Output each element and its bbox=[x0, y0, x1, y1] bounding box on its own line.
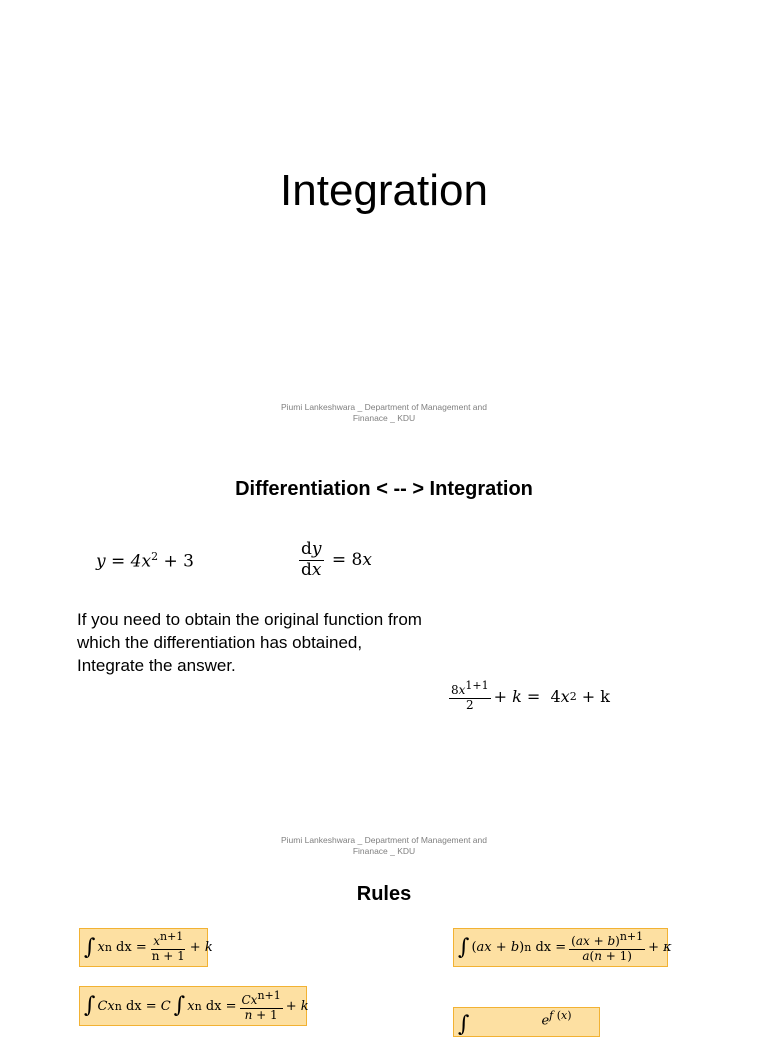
equation-integral-result: $\frac{8x^{1+1}}{2}$ + k = 4 x 2 + k bbox=[451, 679, 610, 712]
slide-footer bbox=[0, 835, 768, 857]
rule-linear-power: ∫ ( ax + b ) n dx = $\frac{(ax + b)^{n+1}}{a(n + 1)}$ + κ bbox=[453, 928, 668, 967]
rule-power: ∫ x n dx = $\frac{x^{n+1}}{n + 1}$ + k bbox=[79, 928, 208, 967]
paragraph-line: Integrate the answer. bbox=[77, 656, 236, 675]
paragraph-line: If you need to obtain the original function from bbox=[77, 610, 422, 629]
slide-heading: Differentiation < -- > Integration bbox=[235, 478, 533, 500]
footer-line: Piumi Lankeshwara _ Department of Management and bbox=[280, 402, 487, 412]
slide-heading: Rules bbox=[356, 883, 412, 905]
footer-line: Finanace _ KDU bbox=[352, 846, 416, 856]
rule-exponential: ∫ $e^{f (x)}$ bbox=[453, 1007, 600, 1037]
footer-line: Finanace _ KDU bbox=[352, 413, 416, 423]
slide-title: Integration bbox=[280, 166, 488, 215]
slide-footer bbox=[0, 402, 768, 424]
instruction-paragraph bbox=[77, 608, 422, 677]
rule-constant-multiple: ∫ Cx n dx = C ∫ x n dx = $\frac{Cx^{n+1}}{n + 1}$ + k bbox=[79, 986, 307, 1026]
footer-line: Piumi Lankeshwara _ Department of Management and bbox=[280, 835, 487, 845]
paragraph-line: which the differentiation has obtained, bbox=[77, 633, 363, 652]
equation-derivative: $\frac{dy}{dx}$ = 8 x bbox=[301, 539, 372, 580]
equation-function: $y = 4x^2 + 3$ bbox=[96, 550, 194, 572]
